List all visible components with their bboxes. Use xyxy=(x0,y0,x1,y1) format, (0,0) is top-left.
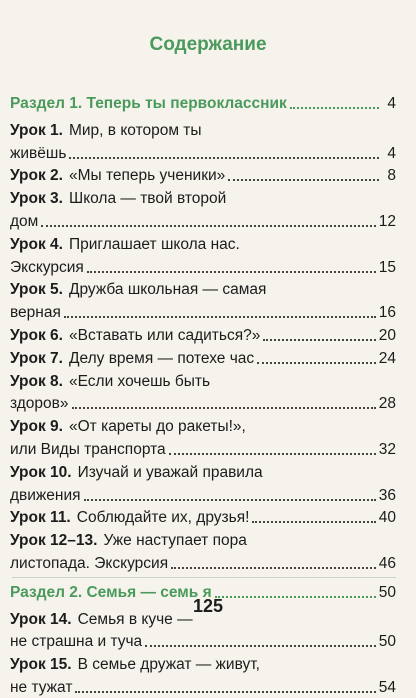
lesson-label: Урок 2. xyxy=(10,167,63,185)
lesson-label: Урок 5. xyxy=(10,281,63,299)
toc-entry-line xyxy=(10,461,396,483)
lesson-title: листопада. Экскурсия xyxy=(10,555,169,572)
entry-page-number: 46 xyxy=(378,555,396,572)
entry-page-number: 20 xyxy=(378,327,396,344)
toc-entry-line xyxy=(10,676,396,698)
lesson-title: Экскурсия xyxy=(10,258,84,276)
lesson-label: Урок 7. xyxy=(10,349,63,367)
entry-page-number: 24 xyxy=(378,349,396,367)
lesson-title: не тужат xyxy=(10,679,73,696)
toc-entry-line xyxy=(10,142,396,164)
lesson-title: «Если хочешь быть xyxy=(68,372,211,390)
leader-dots xyxy=(290,107,379,109)
lesson-title: движения xyxy=(10,486,81,504)
leader-dots xyxy=(64,316,376,318)
toc-entry-line xyxy=(10,552,396,574)
lesson-label: Урок 12–13. xyxy=(10,532,98,550)
leader-dots xyxy=(257,362,376,364)
leader-dots xyxy=(171,567,376,569)
toc-entry-line xyxy=(10,529,396,551)
toc-section-line xyxy=(10,92,396,114)
toc-entry-line xyxy=(10,506,396,528)
entry-page-number: 15 xyxy=(378,258,396,276)
entry-page-number: 50 xyxy=(378,633,396,651)
leader-dots xyxy=(87,271,376,273)
lesson-label: Урок 4. xyxy=(10,235,63,253)
toc-entry-line xyxy=(10,164,396,186)
leader-dots xyxy=(263,339,375,341)
lesson-title: Соблюдайте их, друзья! xyxy=(76,509,250,527)
entry-page-number: 28 xyxy=(378,395,396,413)
lesson-label: Урок 8. xyxy=(10,372,63,390)
leader-dots xyxy=(84,499,376,501)
lesson-title: Изучай и уважай правила xyxy=(77,463,263,481)
lesson-label: Урок 11. xyxy=(10,509,71,527)
leader-dots xyxy=(75,691,375,693)
toc-entry-line xyxy=(10,301,396,323)
lesson-title: живёшь xyxy=(10,144,67,162)
section-title: Раздел 2. Семья — семь я xyxy=(10,583,212,601)
section-title: Раздел 1. Теперь ты первоклассник xyxy=(10,95,287,112)
lesson-title: Семья в куче — xyxy=(77,610,193,628)
leader-dots xyxy=(169,453,376,455)
lesson-label: Урок 15. xyxy=(10,656,72,674)
lesson-label: Урок 1. xyxy=(10,121,63,139)
toc-entry-line xyxy=(10,324,396,346)
lesson-title: верная xyxy=(10,304,61,322)
toc-entry-line xyxy=(10,415,396,437)
lesson-title: Приглашает школа нас. xyxy=(68,235,240,253)
lesson-label: Урок 3. xyxy=(10,190,63,208)
lesson-title: «Мы теперь ученики» xyxy=(68,167,226,185)
toc-entry-line xyxy=(10,256,396,278)
entry-page-number: 4 xyxy=(387,144,396,162)
toc-entry-line xyxy=(10,484,396,506)
leader-dots xyxy=(41,225,375,227)
lesson-title: Мир, в котором ты xyxy=(68,121,202,139)
lesson-title: Делу время — потехе час xyxy=(68,349,255,367)
leader-dots xyxy=(252,521,375,523)
lesson-label: Урок 14. xyxy=(10,610,72,628)
lesson-label: Урок 6. xyxy=(10,327,63,344)
lesson-title: Дружба школьная — самая xyxy=(68,281,267,299)
page-title: Содержание xyxy=(149,34,267,55)
lesson-title: В семье дружат — живут, xyxy=(77,656,260,674)
entry-page-number: 40 xyxy=(378,509,396,527)
entry-page-number: 36 xyxy=(378,486,396,504)
toc-entry-line xyxy=(10,119,396,141)
leader-dots xyxy=(69,157,379,159)
lesson-title: Школа — твой второй xyxy=(68,190,227,208)
toc-entry-line xyxy=(10,370,396,392)
toc-entry-line xyxy=(10,438,396,460)
entry-page-number: 8 xyxy=(387,167,396,185)
toc-entry-line xyxy=(10,278,396,300)
toc-entry-line xyxy=(10,187,396,209)
lesson-title: «Вставать или садиться?» xyxy=(68,327,261,344)
entry-page-number: 12 xyxy=(378,213,396,230)
toc-entry-line xyxy=(10,347,396,369)
leader-dots xyxy=(72,407,376,409)
page-number: 125 xyxy=(192,596,224,616)
entry-page-number: 50 xyxy=(378,583,396,601)
lesson-title: Уже наступает пора xyxy=(103,532,247,550)
entry-page-number: 4 xyxy=(387,95,396,112)
lesson-title: не страшна и туча xyxy=(10,633,143,651)
leader-dots xyxy=(145,645,376,647)
toc-entry-line xyxy=(10,392,396,414)
lesson-label: Урок 10. xyxy=(10,463,72,481)
lesson-title: «От кареты до ракеты!», xyxy=(68,418,246,436)
entry-page-number: 32 xyxy=(378,441,396,458)
toc-entry-line xyxy=(10,233,396,255)
toc-entry-line xyxy=(10,630,396,652)
entry-page-number: 54 xyxy=(378,679,396,696)
entry-page-number: 16 xyxy=(378,304,396,322)
toc-entry-line xyxy=(10,210,396,232)
toc-entry-line xyxy=(10,653,396,675)
lesson-label: Урок 9. xyxy=(10,418,63,436)
leader-dots xyxy=(228,179,379,181)
section-divider xyxy=(12,577,396,578)
lesson-title: или Виды транспорта xyxy=(10,441,166,458)
lesson-title: дом xyxy=(10,213,39,230)
lesson-title: здоров» xyxy=(10,395,69,413)
